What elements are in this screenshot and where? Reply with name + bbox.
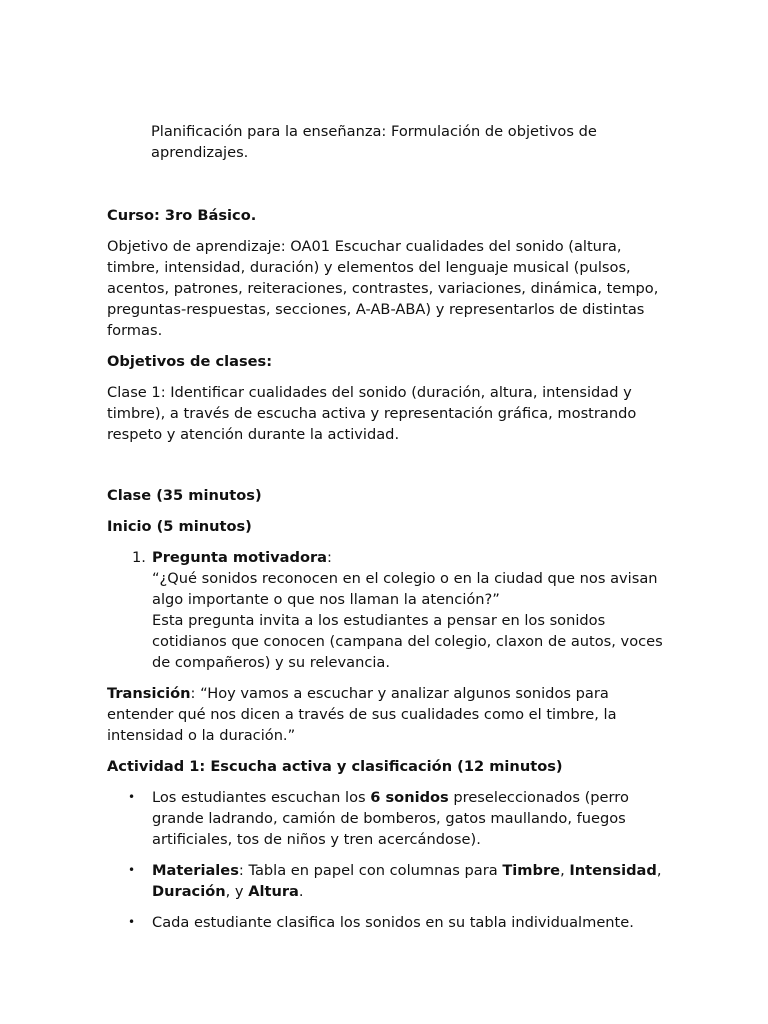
start-heading-text: Inicio (5 minutos) [107, 518, 252, 535]
start-heading [107, 516, 667, 537]
bullet-icon: • [128, 915, 136, 929]
bullet-icon: • [128, 863, 136, 877]
motivating-question-colon: : [327, 549, 332, 566]
activity-1-list [107, 787, 667, 933]
separator: , y [225, 883, 249, 900]
motivating-question-explanation: Esta pregunta invita a los estudiantes a pensar en los sonidos cotidianos que conocen (campana del colegio, claxon de autos, voces de compañeros) y su relevancia. [152, 612, 663, 671]
item-text: preseleccionados (perro grande ladrando, camión de bomberos, gatos maullando, fuegos artificiales, tos de niños y tren acercándose). [152, 789, 629, 848]
course-heading-text: Curso: 3ro Básico. [107, 207, 257, 224]
separator: , [656, 862, 662, 879]
class-heading-text: Clase (35 minutos) [107, 487, 262, 504]
item-text: Cada estudiante clasifica los sonidos en su tabla individualmente. [152, 914, 634, 931]
list-item [107, 860, 667, 902]
transition-text: : “Hoy vamos a escuchar y analizar algunos sonidos para entender qué nos dicen a través de sus cualidades como el timbre, la intensidad o la duración.” [107, 685, 617, 744]
list-item [107, 912, 667, 933]
activity-1-heading-text: Actividad 1: Escucha activa y clasificación (12 minutos) [107, 758, 563, 775]
class-1-objective: Clase 1: Identificar cualidades del sonido (duración, altura, intensidad y timbre), a través de escucha activa y representación gráfica, mostrando respeto y atención durante la actividad. [107, 384, 637, 443]
materials-label: Materiales [152, 862, 239, 879]
motivating-question-line [152, 549, 332, 566]
document-title: Planificación para la enseñanza: Formulación de objetivos de aprendizajes. [151, 123, 597, 161]
activity-1-heading [107, 756, 667, 777]
class-objectives-heading-text: Objetivos de clases: [107, 353, 273, 370]
list-item-number: 1. [132, 549, 146, 566]
column-timbre: Timbre [502, 862, 561, 879]
document-content [107, 121, 667, 943]
course-heading [107, 205, 667, 226]
list-item [107, 787, 667, 850]
item-bold-text: 6 sonidos [370, 789, 449, 806]
separator: , [560, 862, 570, 879]
period: . [298, 883, 304, 900]
start-list [107, 547, 667, 673]
transition-label: Transición [107, 685, 191, 702]
transition-paragraph [107, 683, 667, 746]
list-item [107, 547, 667, 673]
learning-objective: Objetivo de aprendizaje: OA01 Escuchar cualidades del sonido (altura, timbre, intensidad, duración) y elementos del lenguaje musical (pulsos, acentos, patrones, reiteraciones, contrastes, variaciones, dinámica, tempo, preguntas-respuestas, secciones, A-AB-ABA) y representarlos de distintas formas. [107, 238, 659, 339]
column-duracion: Duración [152, 883, 226, 900]
column-intensidad: Intensidad [569, 862, 657, 879]
item-text: Los estudiantes escuchan los [152, 789, 371, 806]
item-text: : Tabla en papel con columnas para [238, 862, 503, 879]
bullet-icon: • [128, 790, 136, 804]
class-heading [107, 485, 667, 506]
class-objectives-heading [107, 351, 667, 372]
motivating-question-label: Pregunta motivadora [152, 549, 328, 566]
column-altura: Altura [248, 883, 299, 900]
motivating-question-quote: “¿Qué sonidos reconocen en el colegio o en la ciudad que nos avisan algo importante o que nos llaman la atención?” [152, 570, 658, 608]
